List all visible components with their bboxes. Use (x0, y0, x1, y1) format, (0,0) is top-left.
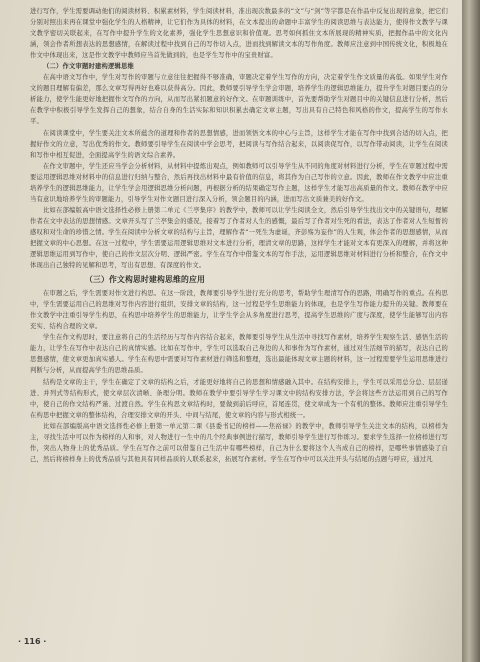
subsection-heading: （二）作文审题时建构逻辑思维 (43, 63, 134, 71)
book-spine (462, 0, 480, 662)
body-paragraph: 在作文审题中，学生还应当学会分析材料，从材料中提炼出观点，例如教师可以引导学生从不同的角度对材料进行分析，学生在审题过程中需要运用逻辑思维对材料中的信息进行归纳与整合，然后再找出材料中最有价值的信息，将其作为自己写作的立意。因此，教师在作文教学中应注重培养学生的逻辑思维能力，让学生学会用逻辑思维分析问题，再根据分析的结果确定写作主题，这样学生才能写出高质量的作文。教师在教学中应当有意识地培养学生的审题能力，引导学生对作文题目进行深入分析，领会题目的内涵，进而写出文质兼美的好作文。 (30, 162, 448, 203)
body-paragraph: 学生在作文构思时，要注意将自己的生活经历与写作内容结合起来，教师要引导学生从生活中寻找写作素材，培养学生观察生活、感悟生活的能力，让学生在写作中表达自己的真情实感。比如在写作中，学生可以选取自己身边的人和事作为写作素材，通过对生活细节的描写，表达自己的思想感情，使文章更加真实感人。学生在构思中需要对写作素材进行筛选和整理，选出最能体现文章主题的材料，这一过程需要学生运用思维进行判断与分析，从而提高学生的思维品质。 (30, 334, 448, 375)
body-paragraph: 在高中语文写作中，学生对写作的审题与立意往往把握得不够准确，审题决定着学生写作的方向，决定着学生作文质量的高低。如果学生对作文的题目理解有偏差，那么文章写得再好也难以获得高分。因此，教师要引导学生学会审题，培养学生的逻辑思维能力，提升学生对题目要点的分析能力，使学生能更好地把握作文写作的方向，从而写出紧扣题意的好作文。在审题训练中，首先要帮助学生对题目中的关键信息进行分析，然后在教学中积极引导学生发挥自己的想象，结合自身的生活实际和知识积累去确定文章主题，写出具有自己特色和风格的作文，提高学生的写作水平。 (30, 74, 448, 126)
page-text (30, 6, 448, 465)
body-paragraph: 在审题之后，学生需要对作文进行构思。在这一阶段，教师要引导学生进行充分的思考，帮助学生理清写作的思路，明确写作的重点。在构思中，学生需要运用自己的思维对写作内容进行组织，安排文章的结构，这一过程是学生思维能力的体现，也是学生写作能力提升的关键。教师要在作文教学中注重引导学生构思，在构思中培养学生的思维能力，让学生学会从多角度进行思考，提高学生思维的广度与深度，使学生能够写出内容充实、结构合理的文章。 (30, 290, 448, 331)
body-paragraph: 比如在部编版高中语文选择性必修上册第二单元《兰亭集序》的教学中，教师可以让学生阅读全文，然后引导学生找出文中的关键语句，理解作者在文中表达的思想情感。文章开头写了兰亭集会的盛况，接着写了作者对人生的感慨，最后写了作者对生死的看法，表达了作者对人生短暂的感叹和对生命的珍惜之情。学生在阅读中分析文章的结构与主旨，理解作者“一死生为虚诞，齐彭殇为妄作”的人生观，体会作者的思想感情，从而把握文章的中心思想。在这一过程中，学生需要运用逻辑思维对文本进行分析，理清文章的思路，这样学生才能对文本有更深入的理解，并将这种逻辑思维运用到写作中，使自己的作文层次分明、逻辑严密。学生在写作中借鉴文本的写作手法，运用逻辑思维对材料进行分析和整合，在作文中体现出自己独特的见解和思考，写出有思想、有深度的作文。 (30, 206, 448, 270)
page-number: · 116 · (18, 637, 47, 646)
body-paragraph: 比如在部编版高中语文选择性必修上册第一单元第二课《县委书记的榜样——焦裕禄》的教学中，教师引导学生关注文本的结构，以榜样为主，寻找生活中可以作为榜样的人和事，对人物进行一生中的几个经典事例进行描写，教师引导学生进行写作练习。要求学生选择一位榜样进行写作，突出人物身上的优秀品质。学生在写作之前可以借鉴自己生活中有哪些榜样，自己为什么要将这个人当成自己的榜样，是哪些事情感染了自己，然后将榜样身上的优秀品质与其他具有同样品质的人联系起来，拓展写作素材。学生在写作中可以关注开头与结尾的点题与呼应，通过凡 (30, 422, 448, 463)
section-heading: （三）作文构思时建构思维的应用 (85, 275, 205, 285)
body-paragraph: 结构是文章的主干，学生在确定了文章的结构之后，才能更好地将自己的思想和情感融入其中。在结构安排上，学生可以采用总分总、层层递进、并列式等结构形式，使文章层次清晰、条理分明。教师在教学中要引导学生学习课文中的结构安排方法，学会将这些方法运用到自己的写作中，使自己的作文结构严谨、过渡自然。学生在构思文章结构时，要做到前后呼应，首尾连贯，使文章成为一个有机的整体。教师应注重引导学生在构思中把握文章的整体结构，合理安排文章的开头、中间与结尾，使文章的内容与形式相统一。 (30, 378, 448, 419)
body-paragraph: 进行写作，学生需要调动他们的阅读材料、积累素材料，学生阅读材料，准出现次数最多的“文”与“剑”等字都是在作品中反复出现的意象，把它们分别对照出来再在课堂中强化学生的人格精神，让它们作为具体的材料，在文本提出的命题中丰富学生的阅读思维与表达能力，使得作文教学与课文教学密切关联起来，在写作中提升学生的文化素养，强化学生思想意识和价值观。思考如何抓住文本所展现的精神实质，把握作品中的文化内涵，领会作者所想表达的思想感情，在解读过程中找到自己的写作切入点，进而找到解读文本的写作角度。教师应注意到中国传统文化，积极地在作文中体现出来，这是作文教学中教师应当首先做到的，也是学生写作中的宝贵财富。 (30, 8, 448, 60)
body-paragraph: 在阅读课堂中，学生要关注文本所蕴含的道理和作者的思想情感，进而领悟文本的中心与主旨，这样学生才能在写作中找到合适的切入点，把握好作文的立意，写出优秀的作文。教师要引导学生在阅读中学会思考，把阅读与写作结合起来，以阅读促写作，以写作带动阅读，让学生在阅读和写作中相互促进，全面提高学生的语文综合素养。 (30, 129, 448, 159)
